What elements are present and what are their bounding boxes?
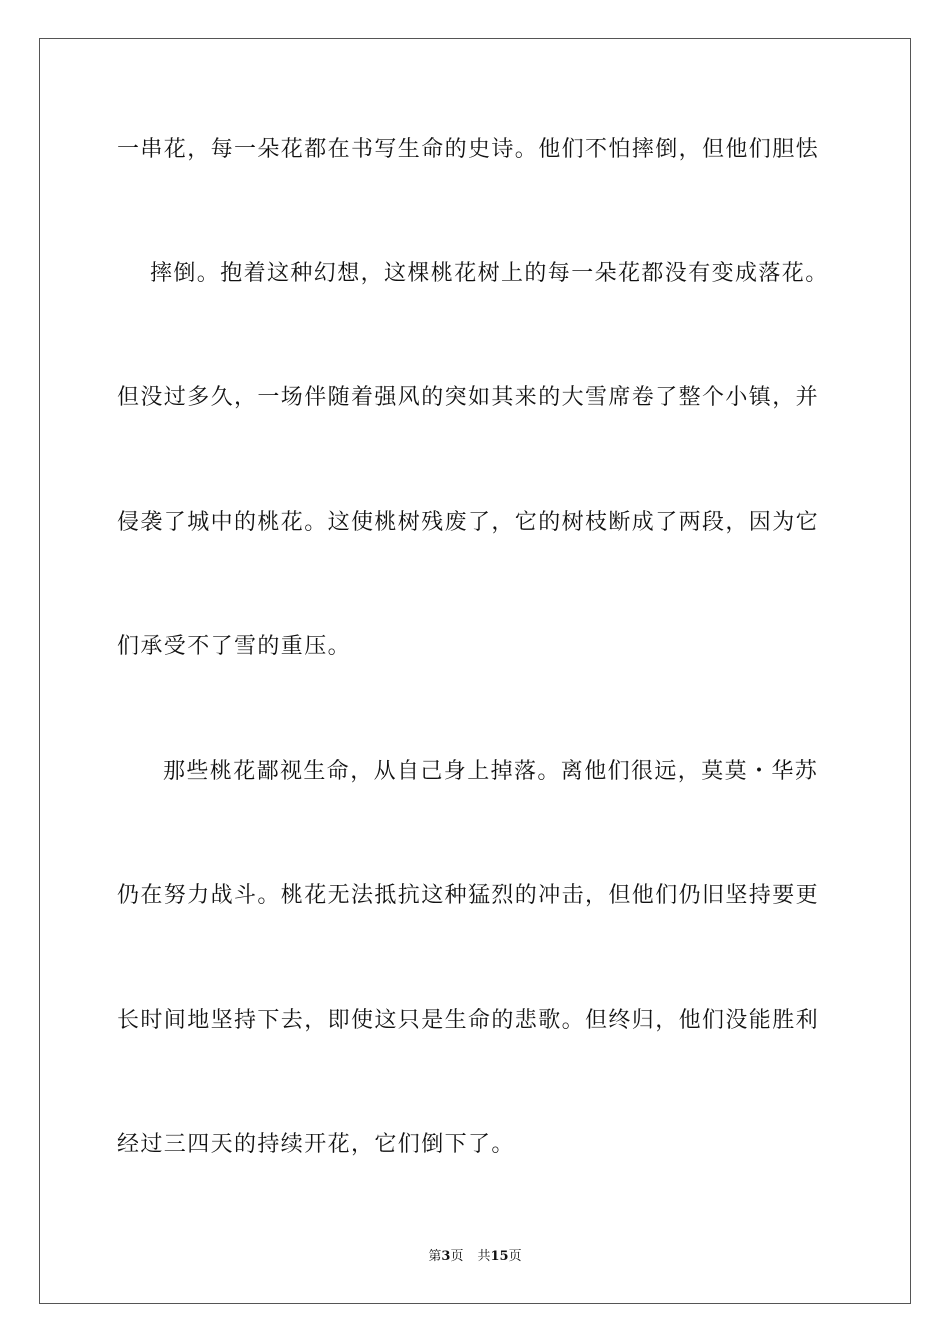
body-text-line: 那些桃花鄙视生命，从自己身上掉落。离他们很远，莫莫・华苏	[163, 759, 819, 784]
footer-page-number: 3	[441, 1249, 451, 1264]
body-text-line: 长时间地坚持下去，即使这只是生命的悲歌。但终归，他们没能胜利	[117, 1008, 820, 1033]
body-text-line: 仍在努力战斗。桃花无法抵抗这种猛烈的冲击，但他们仍旧坚持要更	[117, 883, 820, 908]
page-border	[39, 38, 911, 1304]
body-text-line: 但没过多久，一场伴随着强风的突如其来的大雪席卷了整个小镇，并	[117, 385, 820, 410]
body-text-line: 侵袭了城中的桃花。这使桃树残废了，它的树枝断成了两段，因为它	[117, 510, 820, 535]
body-text-line: 一串花，每一朵花都在书写生命的史诗。他们不怕摔倒，但他们胆怯	[117, 137, 820, 162]
footer-page-prefix: 第	[428, 1249, 442, 1264]
footer-total-pages: 15	[490, 1249, 509, 1264]
body-text-line: 经过三四天的持续开花，它们倒下了。	[117, 1132, 515, 1157]
footer-total-prefix: 共	[477, 1249, 491, 1264]
body-text-line: 们承受不了雪的重压。	[117, 634, 352, 659]
page-footer	[0, 1248, 950, 1266]
footer-page-suffix: 页	[450, 1249, 464, 1264]
footer-total-suffix: 页	[508, 1249, 522, 1264]
body-text-line: 摔倒。抱着这种幻想，这棵桃花树上的每一朵花都没有变成落花。	[150, 261, 829, 286]
